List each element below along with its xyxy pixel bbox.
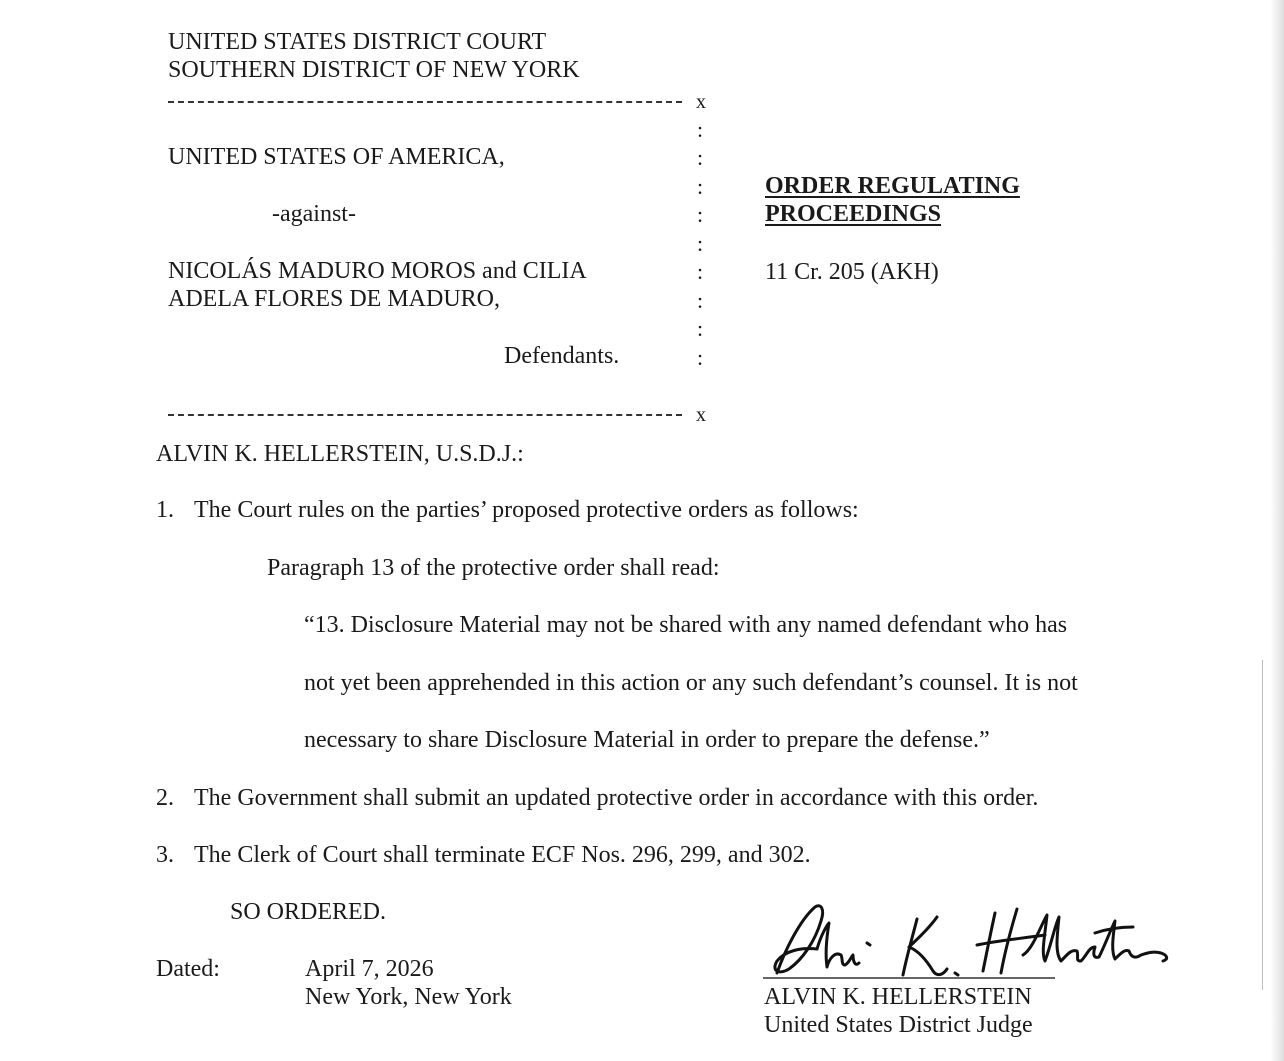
order-date: April 7, 2026 <box>305 956 434 982</box>
order-title: ORDER REGULATING <box>765 173 1020 199</box>
caption-colon: : <box>697 174 704 199</box>
caption-colon: : <box>697 316 704 341</box>
dated-label: Dated: <box>156 956 220 982</box>
paragraph-intro: Paragraph 13 of the protective order shall read: <box>267 555 720 581</box>
caption-top-rule <box>168 101 682 103</box>
item-text: The Court rules on the parties’ proposed protective orders as follows: <box>194 497 859 523</box>
caption-bottom-rule <box>168 414 682 416</box>
quoted-paragraph: not yet been apprehended in this action or any such defendant’s counsel. It is not <box>304 670 1078 696</box>
against-label: -against- <box>272 201 356 227</box>
order-place: New York, New York <box>305 984 512 1010</box>
caption-colon: : <box>697 202 704 227</box>
item-text: The Government shall submit an updated protective order in accordance with this order. <box>194 785 1039 811</box>
item-number: 2. <box>156 785 174 811</box>
caption-colon: : <box>697 145 704 170</box>
case-number: 11 Cr. 205 (AKH) <box>765 259 939 285</box>
caption-top-x: x <box>696 91 706 113</box>
quoted-paragraph: “13. Disclosure Material may not be shared with any named defendant who has <box>304 612 1068 638</box>
caption-colon: : <box>697 117 704 142</box>
caption-bottom-x: x <box>696 404 706 426</box>
caption-colon: : <box>697 259 704 284</box>
defendants-label: Defendants. <box>504 343 620 369</box>
page-edge <box>1270 0 1284 1061</box>
judge-signature <box>755 895 1185 990</box>
court-name: UNITED STATES DISTRICT COURT <box>168 29 547 55</box>
item-number: 1. <box>156 497 174 523</box>
defendants-names: ADELA FLORES DE MADURO, <box>168 286 501 312</box>
quoted-paragraph: necessary to share Disclosure Material in order to prepare the defense.” <box>304 727 990 753</box>
item-number: 3. <box>156 842 174 868</box>
item-text: The Clerk of Court shall terminate ECF Nos. 296, 299, and 302. <box>194 842 811 868</box>
caption-colon: : <box>697 231 704 256</box>
so-ordered: SO ORDERED. <box>230 899 387 925</box>
caption-colon: : <box>697 345 704 370</box>
signer-title: United States District Judge <box>764 1012 1033 1038</box>
order-title: PROCEEDINGS <box>765 201 942 227</box>
defendants-names: NICOLÁS MADURO MOROS and CILIA <box>168 258 587 284</box>
judge-heading: ALVIN K. HELLERSTEIN, U.S.D.J.: <box>156 441 524 467</box>
plaintiff-name: UNITED STATES OF AMERICA, <box>168 144 505 170</box>
page-edge-line <box>1262 660 1263 990</box>
signer-name: ALVIN K. HELLERSTEIN <box>764 984 1032 1010</box>
district-name: SOUTHERN DISTRICT OF NEW YORK <box>168 57 580 83</box>
caption-colon: : <box>697 288 704 313</box>
